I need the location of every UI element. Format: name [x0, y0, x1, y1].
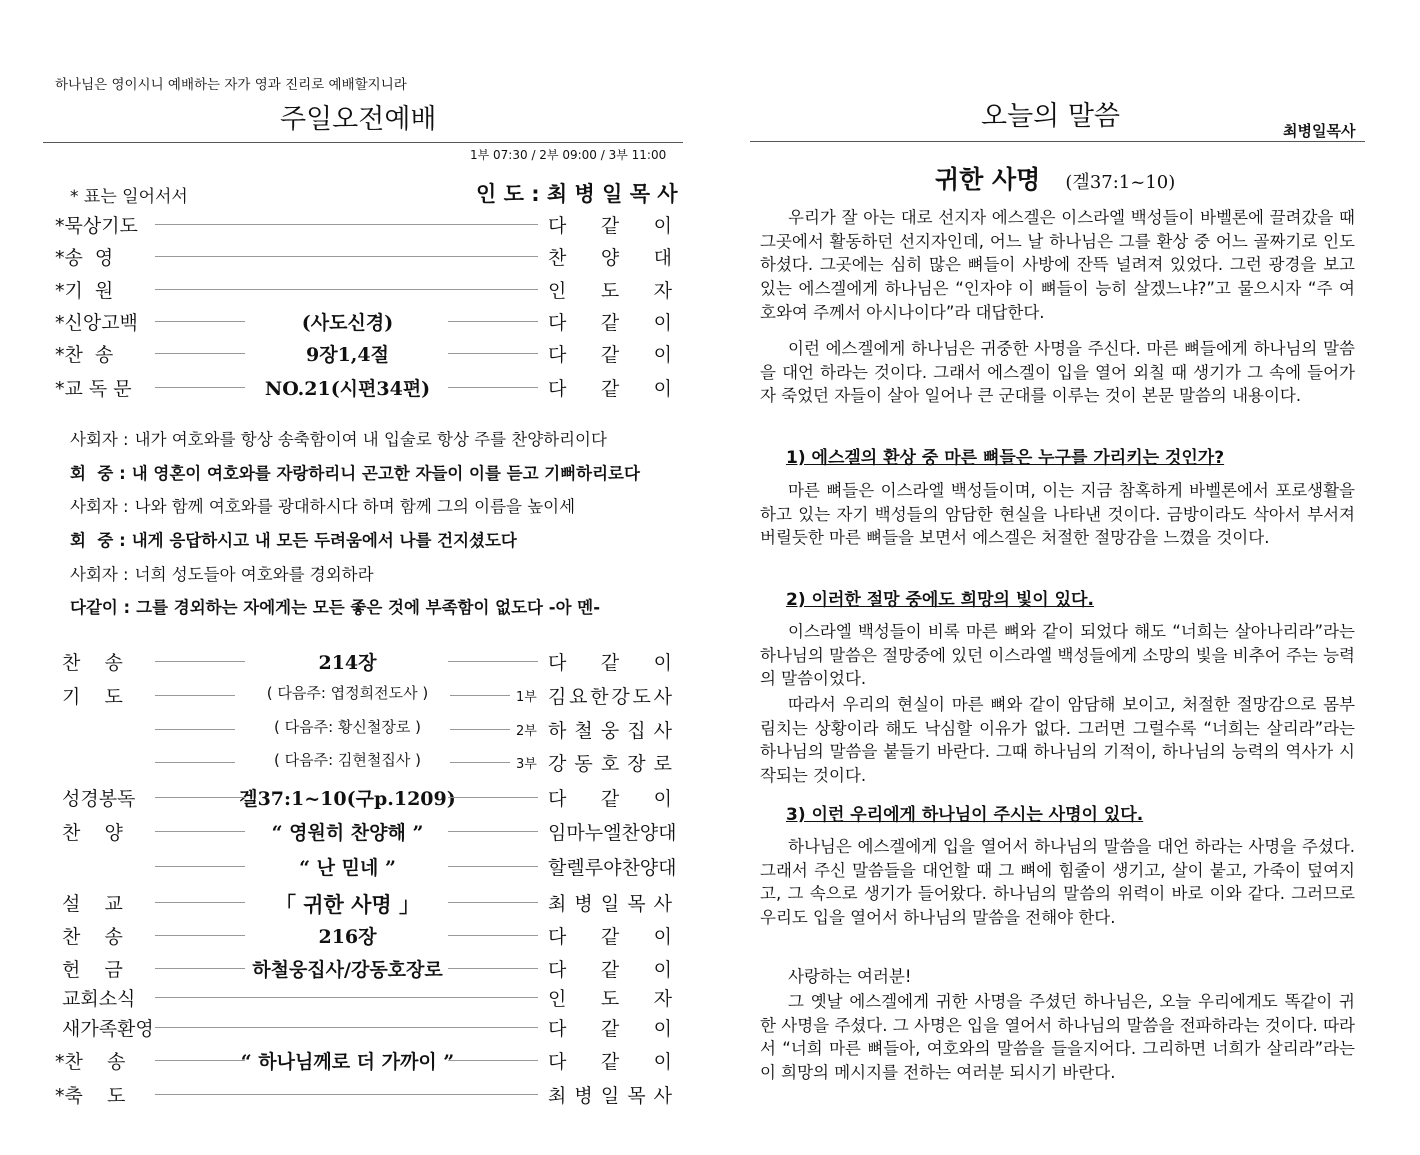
role-char: 병 [574, 1085, 593, 1107]
order-item: 겔37:1~10(구p.1209) [239, 788, 456, 810]
litany-line [70, 594, 600, 618]
litany-text: 나와 함께 여호와를 광대하시다 하며 함께 그의 이름을 높이세 [134, 497, 576, 516]
paragraph-text: 우리가 잘 아는 대로 선지자 에스겔은 이스라엘 백성들이 바벨론에 끌려갔을 때 그곳에서 활동하던 선지자인데, 어느 날 하나님은 그를 환상 중 어느 골짜기로 인도하셨다. 그곳에는 심히 많은 뼈들이 사방에 잔뜩 널려져 있었다. 그런 광경을 보고 있는 에스겔에게 하나님은 “인자야 이 뼈들이 능히 살겠느냐?”고 물으시자 “주 여호와여 주께서 아시나이다”라 대답한다. [760, 208, 1355, 322]
order-item: 「 귀한 사명 」 [274, 892, 421, 917]
role-char: 임 [548, 822, 567, 844]
role-char: 같 [600, 788, 620, 810]
order-item: 하철웅집사/강동호장로 [252, 959, 443, 981]
role-char: 같 [600, 344, 620, 366]
leader-line [448, 935, 538, 936]
role-char: 대 [658, 857, 677, 879]
leader-line [155, 289, 538, 290]
order-item: 214장 [318, 652, 377, 674]
leader-line [448, 866, 538, 867]
role-char: 이 [653, 1018, 672, 1040]
leader-line [155, 387, 245, 388]
role-char: 다 [548, 788, 567, 810]
role-char: 같 [600, 652, 620, 674]
order-role [548, 853, 677, 880]
order-role [548, 1081, 672, 1108]
leader-line [155, 797, 245, 798]
role-char: 도 [600, 988, 620, 1010]
role-char: 한 [590, 686, 609, 708]
litany-speaker: 회 중 : [70, 464, 126, 483]
role-char: 도 [632, 686, 651, 708]
role-char: 이 [653, 344, 672, 366]
role-char: 이 [653, 926, 672, 948]
role-char: 목 [627, 893, 646, 915]
role-char: 같 [600, 926, 620, 948]
leader-line [448, 797, 538, 798]
role-char: 일 [600, 1085, 620, 1107]
sermon-author: 최병일목사 [1283, 122, 1356, 140]
role-char: 할 [548, 857, 567, 879]
role-char: 다 [548, 215, 567, 237]
leader-line [448, 387, 538, 388]
order-label: 교회소식 [62, 988, 136, 1010]
role-char: 사 [653, 720, 672, 742]
order-label: *송 영 [55, 247, 114, 269]
order-label: 성경봉독 [62, 788, 136, 810]
role-char: 찬 [621, 822, 640, 844]
role-char: 웅 [600, 720, 620, 742]
role-char: 이 [653, 1051, 672, 1073]
litany-line [70, 561, 374, 585]
order-item: ( 다음주: 황신철장로 ) [274, 718, 421, 736]
order-label: *찬 송 [55, 344, 114, 366]
role-char: 인 [548, 280, 567, 302]
paragraph-text: 이런 에스겔에게 하나님은 귀중한 사명을 주신다. 마른 뼈들에게 하나님의 말씀을 대언 하라는 것이다. 그래서 에스겔이 입을 열어 외칠 때 생기가 그 속에 들어가자 죽었던 자들이 살아 일어나 큰 군대를 이루는 것이 본문 말씀의 내용이다. [760, 339, 1355, 406]
litany-speaker: 사회자 : [70, 497, 129, 516]
leader-line [155, 321, 245, 322]
role-char: 장 [627, 753, 646, 775]
sermon-paragraph-3 [760, 479, 1355, 550]
leader-line [155, 1060, 245, 1061]
role-char: 양 [639, 857, 659, 879]
service-title: 주일오전예배 [280, 104, 437, 135]
role-char: 이 [653, 959, 672, 981]
litany-line [70, 527, 517, 551]
leader-line [448, 353, 538, 354]
role-char: 요 [569, 686, 588, 708]
sermon-paragraph-5 [760, 693, 1355, 788]
order-item: “ 난 믿네 ” [299, 857, 396, 879]
role-char: 같 [600, 378, 620, 400]
order-role [548, 955, 672, 982]
litany-speaker: 사회자 : [70, 430, 129, 449]
service-times: 1부 07:30 / 2부 09:00 / 3부 11:00 [470, 148, 667, 162]
order-label: *묵상기도 [55, 215, 138, 237]
role-char: 다 [548, 312, 567, 334]
role-char: 찬 [548, 247, 567, 269]
role-char: 다 [548, 926, 567, 948]
leader-line [448, 661, 538, 662]
leader-line [155, 968, 245, 969]
order-item: 216장 [318, 926, 377, 948]
role-char: 양 [600, 247, 620, 269]
paragraph-text: 사랑하는 여러분! [788, 967, 912, 986]
litany-text: 내게 응답하시고 내 모든 두려움에서 나를 건지셨도다 [131, 531, 517, 550]
leader-line [448, 968, 538, 969]
role-char: 병 [574, 893, 593, 915]
litany-text: 내 영혼이 여호와를 자랑하리니 곤고한 자들이 이를 듣고 기뻐하리로다 [131, 464, 640, 483]
role-char: 자 [653, 988, 672, 1010]
role-char: 사 [653, 1085, 672, 1107]
order-role [548, 374, 672, 401]
role-char: 엘 [603, 822, 622, 844]
order-role [548, 340, 672, 367]
order-role [548, 749, 672, 776]
leader-line [155, 224, 538, 225]
litany-speaker: 사회자 : [70, 565, 129, 584]
order-label: 찬 양 [62, 822, 123, 844]
service-part: 1부 [516, 690, 537, 705]
role-char: 다 [548, 344, 567, 366]
leader-line [155, 762, 235, 763]
sermon-reference: (겔37:1~10) [1065, 172, 1176, 193]
role-char: 대 [658, 822, 677, 844]
role-char: 누 [584, 822, 604, 844]
leader-line [155, 1094, 538, 1095]
sermon-paragraph-6 [760, 835, 1355, 930]
leader-line [448, 321, 538, 322]
leader-line [155, 831, 245, 832]
role-char: 최 [548, 893, 567, 915]
leader-line [155, 935, 245, 936]
order-label: 새가족환영 [62, 1018, 154, 1040]
role-char: 대 [653, 247, 672, 269]
role-char: 이 [653, 378, 672, 400]
stand-note: * 표는 일어서서 [70, 187, 188, 207]
order-label: *기 원 [55, 280, 114, 302]
order-label: *신앙고백 [55, 312, 138, 334]
role-char: 사 [653, 686, 672, 708]
role-char: 찬 [621, 857, 640, 879]
order-label: 설 교 [62, 893, 123, 915]
role-char: 다 [548, 1051, 567, 1073]
role-char: 다 [548, 1018, 567, 1040]
role-char: 이 [653, 652, 672, 674]
service-part: 2부 [516, 724, 537, 739]
sermon-page-title: 오늘의 말씀 [981, 101, 1120, 132]
motto: 하나님은 영이시니 예배하는 자가 영과 진리로 예배할지니라 [55, 77, 407, 93]
role-char: 로 [653, 753, 672, 775]
role-char: 같 [600, 215, 620, 237]
leader-line [448, 1060, 538, 1061]
paragraph-text: 하나님은 에스겔에게 입을 열어서 하나님의 말씀을 대언 하라는 사명을 주셨다. 그래서 주신 말씀들을 대언할 때 그 뼈에 힘줄이 생기고, 살이 붙고, 가죽이 덮여지고, 그 속으로 생기가 들어왔다. 하나님의 말씀의 위력이 바로 이와 같다. 그러므로 우리도 입을 열어서 하나님의 말씀을 전해야 한다. [760, 837, 1355, 928]
right-title-rule [750, 141, 1365, 142]
order-item: “ 영원히 찬양해 ” [271, 822, 424, 844]
order-role [548, 716, 672, 743]
paragraph-text: 따라서 우리의 현실이 마른 뼈와 같이 암담해 보이고, 처절한 절망감으로 몸부림치는 상황이라 해도 낙심할 이유가 없다. 그러면 그럴수록 “너희는 살리라”라는 하나님의 말씀을 붙들기 바란다. 그때 하나님의 기적이, 하나님의 능력의 역사가 시작되는 것이다. [760, 695, 1355, 786]
leader-line [155, 695, 235, 696]
role-char: 목 [627, 1085, 646, 1107]
role-char: 이 [653, 312, 672, 334]
role-char: 자 [653, 280, 672, 302]
role-char: 강 [548, 753, 567, 775]
leader-line [448, 831, 538, 832]
order-label: 찬 송 [62, 926, 123, 948]
sermon-point-1: 1) 에스겔의 환상 중 마른 뼈들은 누구를 가리키는 것인가? [786, 448, 1225, 468]
litany-speaker: 다같이 : [70, 598, 131, 617]
order-label: 헌 금 [62, 959, 123, 981]
order-role [548, 784, 672, 811]
order-item: “ 하나님께로 더 가까이 ” [240, 1051, 455, 1073]
order-role [548, 922, 672, 949]
role-char: 철 [574, 720, 593, 742]
sermon-point-2: 2) 이러한 절망 중에도 희망의 빛이 있다. [786, 590, 1094, 610]
role-char: 집 [627, 720, 646, 742]
sermon-paragraph-1 [760, 206, 1355, 325]
sermon-paragraph-4 [760, 620, 1355, 691]
order-label: 찬 송 [62, 652, 123, 674]
service-part: 3부 [516, 757, 537, 772]
order-role [548, 211, 672, 238]
order-role [548, 308, 672, 335]
order-label: 기 도 [62, 686, 123, 708]
role-char: 다 [548, 652, 567, 674]
role-char: 루 [584, 857, 604, 879]
order-item: 9장1,4절 [306, 344, 389, 366]
role-char: 동 [574, 753, 593, 775]
role-char: 호 [600, 753, 620, 775]
leader-line [450, 729, 510, 730]
order-role [548, 648, 672, 675]
role-char: 사 [653, 893, 672, 915]
role-char: 일 [600, 893, 620, 915]
litany-text: 그를 경외하는 자에게는 모든 좋은 것에 부족함이 없도다 -아 멘- [136, 598, 601, 617]
paragraph-text: 이스라엘 백성들이 비록 마른 뼈와 같이 되었다 해도 “너희는 살아나리라”라는 하나님의 말씀은 절망중에 있던 이스라엘 백성들에게 소망의 빛을 비추어 주는 능력의 말씀이었다. [760, 622, 1355, 689]
role-char: 강 [611, 686, 630, 708]
paragraph-text: 마른 뼈들은 이스라엘 백성들이며, 이는 지금 참혹하게 바벨론에서 포로생활을 하고 있는 자기 백성들의 암담한 현실을 나타낸 것이다. 금방이라도 삭아서 부서져 버릴듯한 마른 뼈들을 보면서 에스겔은 처절한 절망감을 느꼈을 것이다. [760, 481, 1355, 548]
leader-line [155, 256, 538, 257]
role-char: 렐 [566, 857, 585, 879]
role-char: 다 [548, 378, 567, 400]
leader-line [448, 902, 538, 903]
role-char: 양 [639, 822, 659, 844]
sermon-point-3: 3) 이런 우리에게 하나님이 주시는 사명이 있다. [786, 805, 1144, 825]
litany-line [70, 426, 607, 450]
leader: 인 도 : 최 병 일 목 사 [476, 182, 678, 206]
order-label: *찬 송 [55, 1051, 126, 1073]
sermon-title [935, 160, 1175, 196]
litany-speaker: 회 중 : [70, 531, 126, 550]
role-char: 이 [653, 788, 672, 810]
role-char: 김 [548, 686, 567, 708]
leader-line [450, 695, 510, 696]
role-char: 같 [600, 1018, 620, 1040]
order-label: *교 독 문 [55, 378, 132, 400]
leader-line [155, 997, 538, 998]
role-char: 인 [548, 988, 567, 1010]
leader-line [155, 353, 245, 354]
leader-line [155, 866, 245, 867]
order-item: ( 다음주: 엽정희전도사 ) [266, 684, 429, 702]
litany-text: 너희 성도들아 여호와를 경외하라 [134, 565, 374, 584]
leader-line [155, 902, 245, 903]
order-item: NO.21(시편34편) [264, 378, 431, 400]
order-label: *축 도 [55, 1085, 126, 1107]
role-char: 다 [548, 959, 567, 981]
role-char: 야 [603, 857, 622, 879]
sermon-paragraph-7 [760, 965, 1355, 989]
role-char: 같 [600, 312, 620, 334]
leader-line [155, 1027, 538, 1028]
sermon-paragraph-8 [760, 990, 1355, 1085]
order-role [548, 276, 672, 303]
order-role [548, 818, 677, 845]
order-item: ( 다음주: 김현철집사 ) [274, 751, 421, 769]
paragraph-text: 그 옛날 에스겔에게 귀한 사명을 주셨던 하나님은, 오늘 우리에게도 똑같이 귀한 사명을 주셨다. 그 사명은 입을 열어서 하나님의 말씀을 전파하라는 것이다. 따라서 “너희 마른 뼈들아, 여호와의 말씀을 들을지어다. 그리하면 너희가 살리라”라는 이 희망의 메시지를 전하는 여러분 되시기 바란다. [760, 992, 1355, 1083]
sermon-paragraph-2 [760, 337, 1355, 408]
order-role [548, 889, 672, 916]
role-char: 마 [566, 822, 585, 844]
order-role [548, 1014, 672, 1041]
role-char: 같 [600, 959, 620, 981]
leader-line [155, 661, 245, 662]
order-item: (사도신경) [301, 312, 394, 334]
role-char: 같 [600, 1051, 620, 1073]
leader-line [155, 729, 235, 730]
order-role [548, 984, 672, 1011]
left-title-rule [43, 142, 683, 143]
litany-line [70, 493, 575, 517]
role-char: 최 [548, 1085, 567, 1107]
leader-line [450, 762, 510, 763]
order-role [548, 1047, 672, 1074]
role-char: 이 [653, 215, 672, 237]
sermon-title-text: 귀한 사명 [935, 165, 1041, 194]
litany-text: 내가 여호와를 항상 송축함이여 내 입술로 항상 주를 찬양하리이다 [134, 430, 607, 449]
order-role [548, 682, 672, 709]
role-char: 도 [600, 280, 620, 302]
order-role [548, 243, 672, 270]
role-char: 하 [548, 720, 567, 742]
litany-line [70, 460, 640, 484]
